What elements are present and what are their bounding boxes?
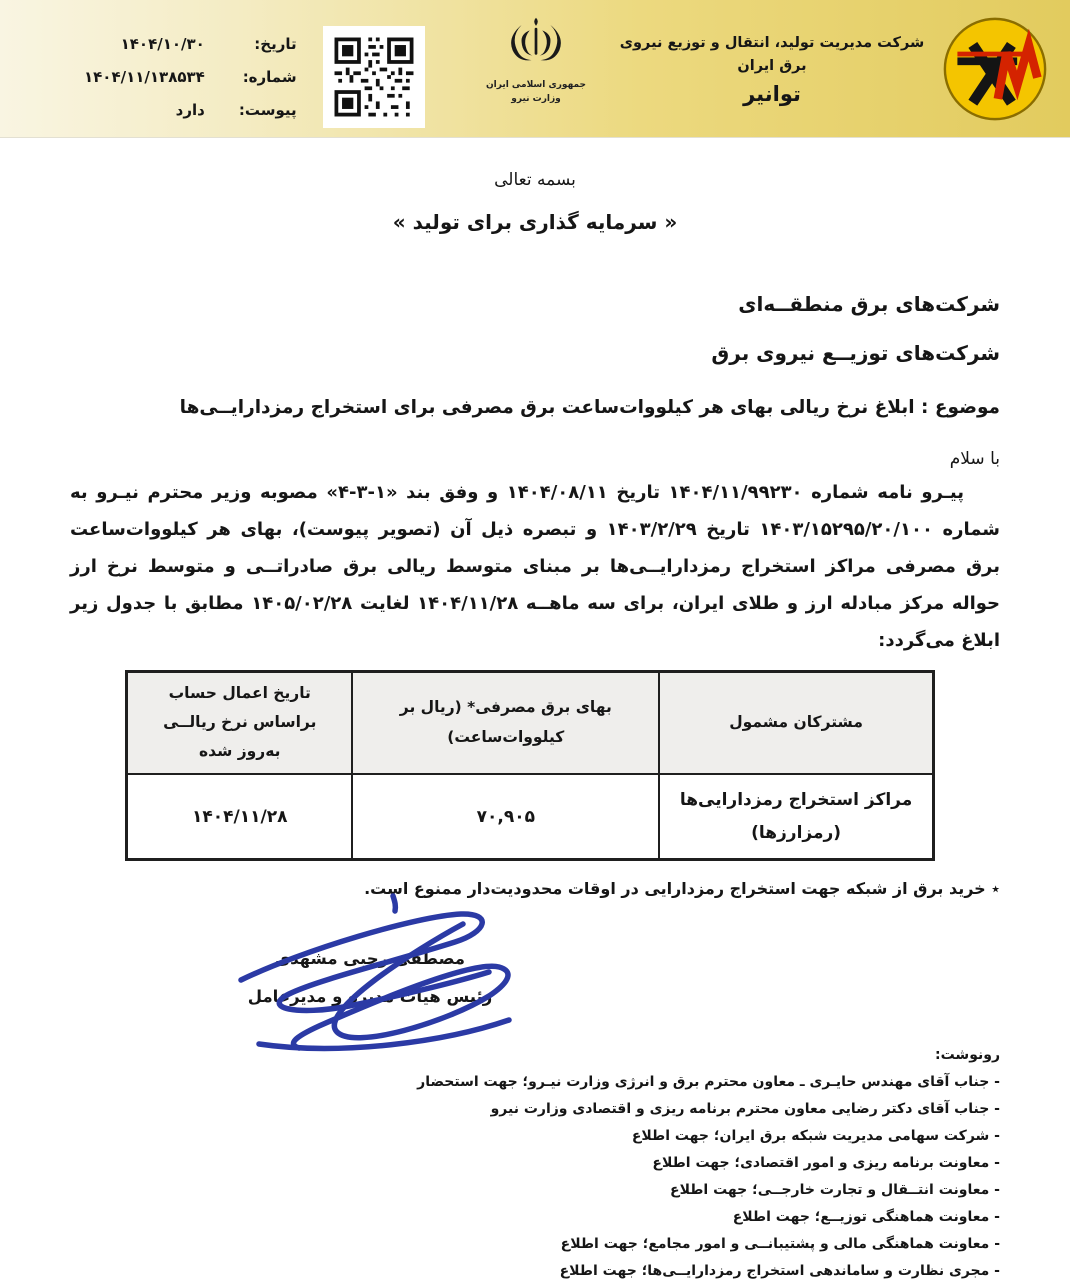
company-full-name: شرکت مدیریت تولید، انتقال و توزیع نیروی برق ایران — [619, 34, 925, 74]
letterhead-band — [0, 0, 1070, 138]
cell-subscribers: مراکز استخراج رمزدارایی‌ها (رمزارزها) — [659, 774, 933, 860]
cc-item-haeri: - جناب آقای مهندس حایـری ـ معاون محترم برق و انرژی وزارت نیـرو؛ جهت استحضار — [417, 1074, 1000, 1091]
cc-block — [140, 1042, 1000, 1280]
letter-content — [0, 170, 1070, 1280]
col-header-subscribers: مشترکان مشمول — [659, 671, 933, 774]
signatory-title: رئیس هیأت مدیره و مدیرعامل — [247, 987, 493, 1007]
company-short-name: توانیر — [743, 82, 801, 107]
tariff-table — [125, 670, 935, 862]
letter-meta-grid — [84, 35, 297, 119]
attachment-label: پیوست: — [238, 101, 297, 119]
date-value: ۱۴۰۴/۱۰/۳۰ — [120, 35, 205, 53]
letterhead-brand — [616, 16, 1048, 122]
salutation-text: با سلام — [949, 449, 1000, 470]
cc-item-finance-deputy: - معاونت هماهنگی مالی و پشتیبانــی و امور مجامع؛ جهت اطلاع — [560, 1236, 1000, 1253]
cell-price: ۷۰,۹۰۵ — [352, 774, 659, 860]
letter-meta-block — [84, 26, 425, 128]
letter-body-paragraph: پیـرو نامه شماره ۱۴۰۴/۱۱/۹۹۲۳۰ تاریخ ۱۴۰۴/۰۸/۱۱ و وفق بند «۱-۳-۴» مصوبه وزیر محترم نیـرو به شماره ۱۴۰۳/۱۵۲۹۵/۲۰/۱۰۰ تاریخ ۱۴۰۳/۲/۲۹ و تبصره ذیل آن (تصویر پیوست)، بهای هر کیلووات‌ساعت برق مصرفی مراکز استخراج رمزدارایــی‌ها بر مبنای متوسط ریالی برق صادراتــی و متوسط نرخ ارز حواله مرکز مبادله ارز و طلای ایران، برای سه ماهــه ۱۴۰۴/۱۱/۲۸ لغایت ۱۴۰۵/۰۲/۲۸ مطابق با جدول زیر ابلاغ می‌گردد: — [70, 482, 1001, 651]
table-footnote: ٭ خرید برق از شبکه جهت استخراج رمزدارایی در اوقات محدودیت‌دار ممنوع است. — [364, 879, 1000, 899]
col-header-price: بهای برق مصرفی* (ریال بر کیلووات‌ساعت) — [352, 671, 659, 774]
col-header-date: تاریخ اعمال حساب براساس نرخ ریالــی به‌روز شده — [127, 671, 353, 774]
table-row — [127, 774, 934, 860]
cc-item-grid-company: - شرکت سهامی مدیریت شبکه برق ایران؛ جهت اطلاع — [631, 1128, 1000, 1145]
qr-code-icon — [323, 26, 425, 128]
recipient-distribution-companies: شرکت‌های توزیــع نیروی برق — [711, 341, 1000, 365]
date-label: تاریخ: — [254, 35, 297, 53]
signature-block — [220, 940, 520, 1016]
subject-line: موضوع : ابلاغ نرخ ریالی بهای هر کیلووات‌ساعت برق مصرفی برای استخراج رمزدارایــی‌ها — [179, 397, 1000, 418]
tariff-table-header-row — [127, 671, 934, 774]
government-emblem-block — [468, 14, 604, 107]
iran-emblem-icon — [509, 14, 563, 72]
cc-label: رونوشت: — [935, 1047, 1000, 1064]
cc-item-transmission-deputy: - معاونت انتــقال و تجارت خارجــی؛ جهت اطلاع — [670, 1182, 1000, 1199]
cc-item-rezaei: - جناب آقای دکتر رضایی معاون محترم برنامه ریزی و اقتصادی وزارت نیرو — [490, 1101, 1000, 1118]
slogan-text: « سرمایه گذاری برای تولید » — [392, 210, 678, 234]
company-name-block — [616, 32, 928, 106]
number-value: ۱۴۰۴/۱۱/۱۳۸۵۳۴ — [84, 68, 205, 86]
tavanir-logo-icon — [942, 16, 1048, 122]
recipients-block — [70, 280, 1000, 378]
emblem-caption-republic: جمهوری اسلامی ایران — [485, 80, 587, 90]
cell-date: ۱۴۰۴/۱۱/۲۸ — [127, 774, 353, 860]
recipient-regional-companies: شرکت‌های برق منطقــه‌ای — [738, 292, 1000, 316]
cc-item-mining-supervisor: - مجری نظارت و ساماندهی استخراج رمزدارایــی‌ها؛ جهت اطلاع — [559, 1263, 1000, 1280]
attachment-value: دارد — [175, 101, 205, 119]
bismillah-text: بسمه تعالی — [494, 170, 576, 190]
cc-item-distribution-deputy: - معاونت هماهنگی توزیــع؛ جهت اطلاع — [732, 1209, 1000, 1226]
cc-item-planning-deputy: - معاونت برنامه ریزی و امور اقتصادی؛ جهت اطلاع — [652, 1155, 1000, 1172]
emblem-caption-ministry: وزارت نیرو — [511, 94, 561, 105]
number-label: شماره: — [242, 68, 297, 86]
emblem-captions — [468, 78, 604, 107]
signatory-name: مصطفی رجبی مشهدی — [275, 949, 465, 969]
